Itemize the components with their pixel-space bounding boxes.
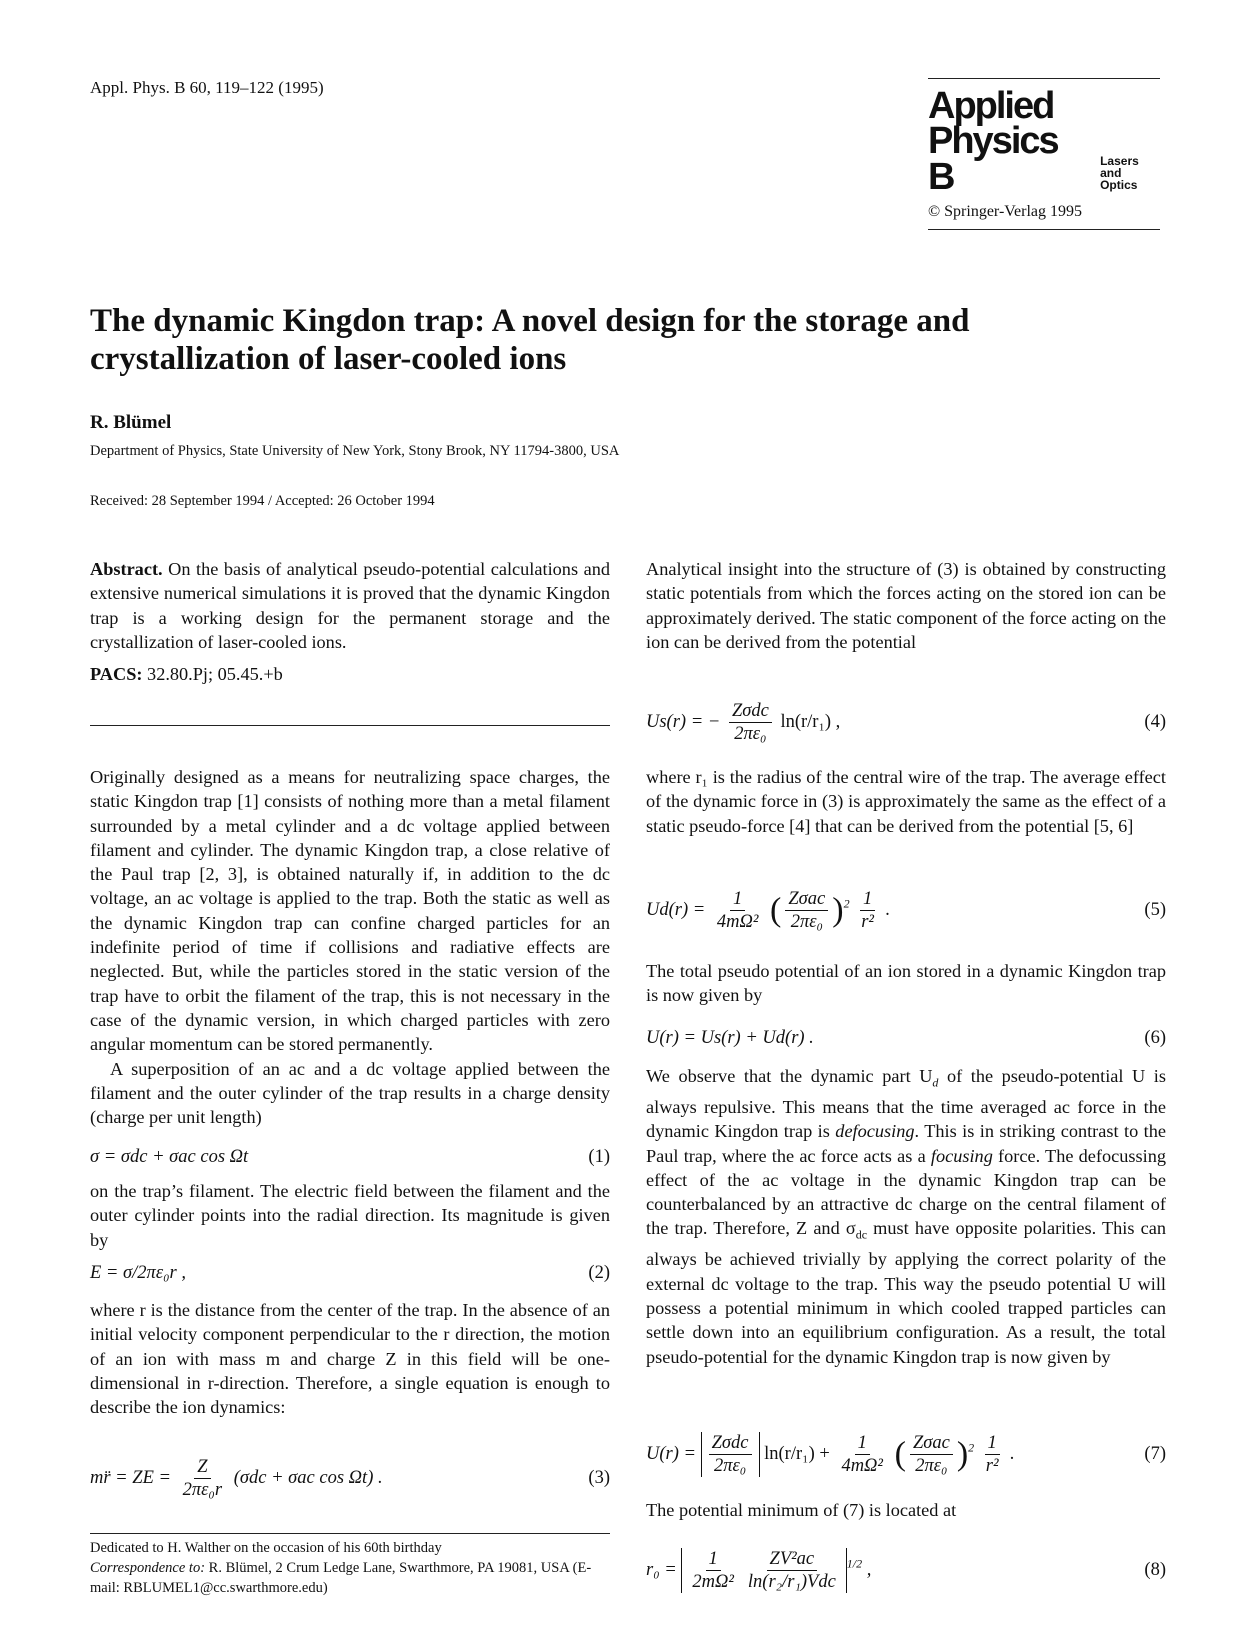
right-body-1 bbox=[646, 557, 1166, 654]
equation-4 bbox=[646, 700, 1166, 745]
equation-number: (7) bbox=[1144, 1444, 1166, 1464]
equation-8: r₀ = $\frac{1}{\text{2mΩ²}}$ $\frac{\text{ZV²ac}}{\text{ln(r₂/r₁)Vdc}}$ $^{1/2}$ , (8) bbox=[646, 1549, 1166, 1592]
journal-reference: Appl. Phys. B 60, 119–122 (1995) bbox=[90, 78, 324, 97]
logo-word-applied: Applied bbox=[928, 85, 1054, 127]
equation-2 bbox=[90, 1263, 610, 1284]
eq5-denominator-2: 2πε₀ bbox=[790, 912, 823, 932]
eq7-denominator-3: 2πε₀ bbox=[915, 1456, 948, 1476]
eq8-numerator-2: ZV²ac bbox=[767, 1548, 818, 1571]
paragraph: where r is the distance from the center of the trap. In the absence of an initial velocity component perpendicular to the r direction, the motion of an ion with mass m and charge Z in this field will be one-dimensional in r-direction. Therefore, a single equation is enough to describe the ion dynamics: bbox=[90, 1300, 610, 1418]
logo-top-rule bbox=[928, 78, 1160, 79]
eq4-denominator: 2πε₀ bbox=[734, 724, 767, 744]
equation-number: (3) bbox=[588, 1468, 610, 1488]
eq7-numerator-1: Zσdc bbox=[709, 1432, 752, 1455]
dedication: Dedicated to H. Walther on the occasion of his 60th birthday bbox=[90, 1540, 442, 1556]
eq7-numerator-4: 1 bbox=[985, 1432, 1000, 1455]
abstract-label: Abstract. bbox=[90, 559, 163, 579]
eq7-numerator-3: Zσac bbox=[910, 1432, 953, 1455]
equation-3 bbox=[90, 1456, 610, 1501]
eq5-numerator-3: 1 bbox=[860, 888, 875, 911]
paragraph: The potential minimum of (7) is located at bbox=[646, 1500, 957, 1520]
left-body-3 bbox=[90, 1298, 610, 1419]
correspondence-label: Correspondence to: bbox=[90, 1560, 206, 1576]
equation-number: (2) bbox=[588, 1263, 610, 1283]
equation-5: Ud(r) = $\frac{1}{\text{4mΩ²}}$ ( $\frac{\text{Zσac}}{\text{2πε₀}}$ )$^2$ $\frac{1}{\text{r²}}$ . (5) bbox=[646, 889, 1166, 932]
eq5-numerator-2: Zσac bbox=[785, 888, 828, 911]
logo-bottom-rule bbox=[928, 229, 1160, 230]
equation-number: (6) bbox=[1144, 1028, 1166, 1048]
eq7-numerator-2: 1 bbox=[855, 1432, 870, 1455]
equation-6 bbox=[646, 1028, 1166, 1049]
equation-number: (1) bbox=[588, 1147, 610, 1167]
journal-logo bbox=[928, 78, 1160, 230]
correspondence-text: R. Blümel, 2 Crum Ledge Lane, Swarthmore, PA 19081, USA (E-mail: RBLUMEL1@cc.swarthmore.edu) bbox=[90, 1560, 592, 1596]
eq7-denominator-2: 4mΩ² bbox=[841, 1456, 883, 1476]
equation-lhs: Ud(r) = bbox=[646, 899, 706, 920]
equation-rhs: (σdc + σac cos Ωt) . bbox=[233, 1467, 383, 1488]
logo-subtitle bbox=[1100, 155, 1160, 191]
equation-body: E = σ/2πε₀r , bbox=[90, 1263, 186, 1283]
left-body-1 bbox=[90, 765, 610, 1129]
eq8-denominator-1: 2mΩ² bbox=[692, 1572, 734, 1592]
right-body-3 bbox=[646, 959, 1166, 1008]
emphasis-defocusing: defocusing bbox=[835, 1121, 915, 1142]
eq7-denominator-4: r² bbox=[985, 1456, 999, 1476]
pacs-label: PACS: bbox=[90, 664, 143, 685]
eq7-log-term: ln(r/r₁) + bbox=[764, 1443, 830, 1464]
received-date: Received: 28 September 1994 / Accepted: 26 October 1994 bbox=[90, 493, 435, 509]
eq5-denominator-3: r² bbox=[861, 912, 874, 932]
eq8-numerator-1: 1 bbox=[706, 1548, 721, 1571]
equation-lhs: Us(r) = − bbox=[646, 711, 721, 732]
eq5-exponent: 2 bbox=[843, 896, 850, 911]
equation-1 bbox=[90, 1147, 610, 1168]
paragraph: Analytical insight into the structure of (3) is obtained by constructing static potentials from which the forces acting on the stored ion can be approximately derived. The static component of the force acting on the ion can be derived from the potential bbox=[646, 559, 1166, 652]
paragraph: A superposition of an ac and a dc voltage applied between the filament and the outer cylinder of the trap results in a charge density (charge per unit length) bbox=[90, 1058, 610, 1128]
equation-lhs: r₀ = bbox=[646, 1559, 677, 1580]
eq5-numerator-1: 1 bbox=[730, 888, 745, 911]
abstract-text: On the basis of analytical pseudo-potential calculations and extensive numerical simulations it is proved that the dynamic Kingdon trap is a working design for the permanent storage and the crystallization of laser-cooled ions. bbox=[90, 559, 610, 652]
abstract bbox=[90, 557, 610, 686]
left-body-2 bbox=[90, 1179, 610, 1252]
logo-sub-lasers: Lasers bbox=[1100, 154, 1139, 168]
eq4-numerator: Zσdc bbox=[729, 700, 772, 723]
equation-rhs: ln(r/r₁) , bbox=[780, 711, 841, 732]
article-title: The dynamic Kingdon trap: A novel design for the storage and crystallization of laser-cooled ions bbox=[90, 303, 970, 377]
abstract-divider bbox=[90, 725, 610, 726]
author: R. Blümel bbox=[90, 412, 172, 433]
eq8-denominator-2: ln(r₂/r₁)Vdc bbox=[747, 1572, 836, 1592]
paragraph: where r₁ is the radius of the central wire of the trap. The average effect of the dynamic force in (3) is approximately the same as the effect of a static pseudo-force [4] that can be derived from the potential [5, 6] bbox=[646, 767, 1166, 836]
right-body-5 bbox=[646, 1498, 1166, 1522]
logo-sub-optics: and Optics bbox=[1100, 166, 1138, 192]
paragraph: The total pseudo potential of an ion stored in a dynamic Kingdon trap is now given by bbox=[646, 961, 1166, 1006]
eq8-exponent: 1/2 bbox=[846, 1556, 863, 1571]
footnotes bbox=[90, 1533, 610, 1598]
equation-number: (4) bbox=[1144, 712, 1166, 732]
emphasis-focusing: focusing bbox=[930, 1145, 993, 1166]
eq5-denominator-1: 4mΩ² bbox=[716, 912, 759, 932]
eq7-exponent: 2 bbox=[968, 1440, 975, 1455]
equation-number: (5) bbox=[1144, 900, 1166, 920]
pacs-codes: 32.80.Pj; 05.45.+b bbox=[147, 664, 283, 685]
right-body-4 bbox=[646, 1064, 1166, 1369]
logo-word-physics-b: Physics B bbox=[928, 120, 1058, 198]
eq3-numerator: Z bbox=[194, 1456, 210, 1479]
copyright: © Springer-Verlag 1995 bbox=[928, 203, 1083, 220]
paragraph: We observe that the dynamic part $U_d$ of the pseudo-potential U is always repulsive. This means that the time averaged ac force in the dynamic Kingdon trap is defocusing. This is in striking contrast to the Paul trap, where the ac force acts as a focusing force. The defocussing effect of the ac voltage in the dynamic Kingdon trap can be counterbalanced by an attractive dc charge on the central filament of the trap. Therefore, Z and $\sigma_{dc}$ must have opposite polarities. This can always be achieved trivially by applying the correct polarity of the external dc voltage to the trap. This way the pseudo potential U will possess a potential minimum in which cooled trapped particles can settle down into an equilibrium configuration. As a result, the total pseudo-potential for the dynamic Kingdon trap is now given by bbox=[646, 1066, 1167, 1367]
equation-body: U(r) = Us(r) + Ud(r) . bbox=[646, 1028, 814, 1048]
equation-lhs: U(r) = bbox=[646, 1443, 696, 1464]
right-body-2 bbox=[646, 765, 1166, 838]
paragraph: Originally designed as a means for neutralizing space charges, the static Kingdon trap [1] consists of nothing more than a metal filament surrounded by a metal cylinder and a dc voltage applied between filament and cylinder. The dynamic Kingdon trap, a close relative of the Paul trap [2, 3], is obtained naturally if, in addition to the dc voltage, an ac voltage is applied to the trap. Both the static as well as the dynamic Kingdon trap can confine charged particles for an indefinite period of time if collisions and radiative effects are neglected. But, while the particles stored in the static version of the trap have to orbit the filament of the trap, this is not necessary in the case of the dynamic version, in which charged particles with zero angular momentum can be stored permanently. bbox=[90, 767, 610, 1055]
equation-lhs: mr̈ = ZE = bbox=[90, 1467, 171, 1488]
equation-7: U(r) = $\frac{\text{Zσdc}}{\text{2πε₀}}$ ln(r/r₁) + $\frac{1}{\text{4mΩ²}}$ ( $\frac{\text{Zσac}}{\text{2πε₀}}$ )$^2$ $\frac{1}{\text{r²}}$ . (7) bbox=[646, 1433, 1166, 1476]
equation-number: (8) bbox=[1144, 1560, 1166, 1580]
affiliation: Department of Physics, State University of New York, Stony Brook, NY 11794-3800, USA bbox=[90, 443, 620, 459]
equation-body: σ = σdc + σac cos Ωt bbox=[90, 1147, 249, 1167]
eq7-denominator-1: 2πε₀ bbox=[713, 1456, 747, 1476]
eq3-denominator: 2πε₀r bbox=[182, 1480, 223, 1500]
paragraph: on the trap’s filament. The electric field between the filament and the outer cylinder points into the radial direction. Its magnitude is given by bbox=[90, 1181, 610, 1250]
